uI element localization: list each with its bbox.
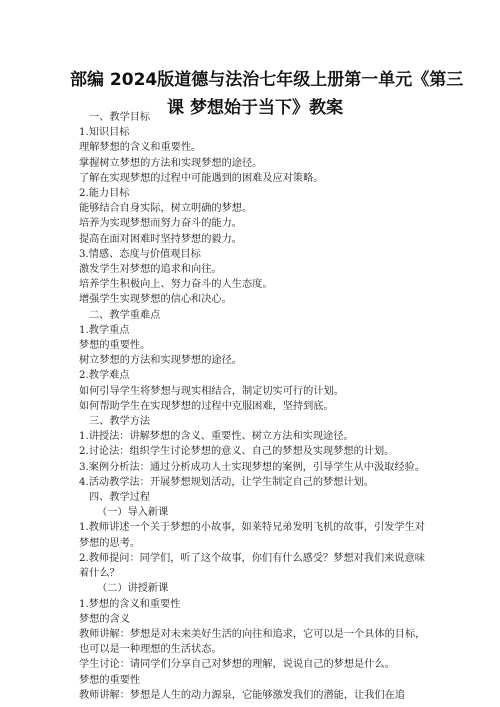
paragraph-line: 教师讲解：梦想是对未来美好生活的向往和追求，它可以是一个具体的目标，也可以是一种理想的生活状态。 — [79, 628, 426, 656]
paragraph-line: 梦想的含义 — [79, 613, 130, 625]
paragraph-line: 1.教师讲述一个关于梦想的小故事，如莱特兄弟发明飞机的故事，引发学生对梦想的思考。 — [79, 522, 425, 549]
title-line-2: 课 梦想始于当下》教案 — [167, 98, 343, 118]
title-line-1: 部编 2024版道德与法治七年级上册第一单元《第三 — [70, 70, 464, 90]
paragraph-line: 理解梦想的含义和重要性。 — [79, 142, 202, 154]
paragraph-line: 教师讲解：梦想是人生的动力源泉，它能够激发我们的潜能，让我们在追 — [79, 689, 405, 701]
paragraph-line: 一、教学目标 — [89, 112, 151, 123]
paragraph-line: 1.教学重点 — [79, 324, 130, 336]
paragraph-line: 3.案例分析法：通过分析成功人士实现梦想的案例，引导学生从中汲取经验。 — [79, 461, 425, 473]
paragraph-line: 1.梦想的含义和重要性 — [79, 598, 181, 610]
paragraph-line: 能够结合自身实际，树立明确的梦想。 — [79, 203, 253, 215]
paragraph-line: 提高在面对困难时坚持梦想的毅力。 — [79, 233, 242, 245]
paragraph-line: 学生讨论：请同学们分享自己对梦想的理解，说说自己的梦想是什么。 — [79, 659, 395, 671]
paragraph-line: 了解在实现梦想的过程中可能遇到的困难及应对策略。 — [79, 172, 324, 184]
paragraph-line: （二）讲授新课 — [97, 583, 169, 595]
paragraph-line: 2.讨论法：组织学生讨论梦想的意义、自己的梦想及实现梦想的计划。 — [79, 446, 395, 458]
paragraph-line: 梦想的重要性 — [79, 674, 141, 686]
paragraph-line: 培养学生积极向上、努力奋斗的人生态度。 — [79, 279, 273, 291]
paragraph-line: 2.能力目标 — [79, 188, 130, 200]
paragraph-line: 如何帮助学生在实现梦想的过程中克服困难，坚持到底。 — [79, 400, 334, 412]
paragraph-line: 2.教师提问：同学们，听了这个故事，你们有什么感受？梦想对我们来说意味着什么？ — [79, 552, 425, 580]
paragraph-line: 梦想的重要性。 — [79, 340, 151, 352]
paragraph-line: 树立梦想的方法和实现梦想的途径。 — [79, 355, 242, 367]
paragraph-line: 4.活动教学法：开展梦想规划活动，让学生制定自己的梦想计划。 — [79, 476, 374, 488]
paragraph-line: 增强学生实现梦想的信心和决心。 — [79, 294, 232, 306]
paragraph-line: 1.讲授法：讲解梦想的含义、重要性、树立方法和实现途径。 — [79, 431, 354, 443]
paragraph-line: 二、教学重难点 — [89, 309, 161, 321]
paragraph-line: 三、教学方法 — [89, 416, 151, 428]
paragraph-line: 如何引导学生将梦想与现实相结合，制定切实可行的计划。 — [79, 385, 344, 397]
paragraph-line: 掌握树立梦想的方法和实现梦想的途径。 — [79, 157, 263, 169]
paragraph-line: 四、教学过程 — [89, 492, 151, 504]
paragraph-line: 3.情感、态度与价值观目标 — [79, 248, 201, 260]
document-body — [79, 110, 429, 703]
paragraph-line: 2.教学难点 — [79, 370, 130, 382]
paragraph-line: 培养为实现梦想而努力奋斗的能力。 — [79, 218, 242, 230]
paragraph-line: 激发学生对梦想的追求和向往。 — [79, 264, 222, 276]
paragraph-line: （一）导入新课 — [97, 507, 169, 519]
paragraph-line: 1.知识目标 — [79, 127, 130, 139]
